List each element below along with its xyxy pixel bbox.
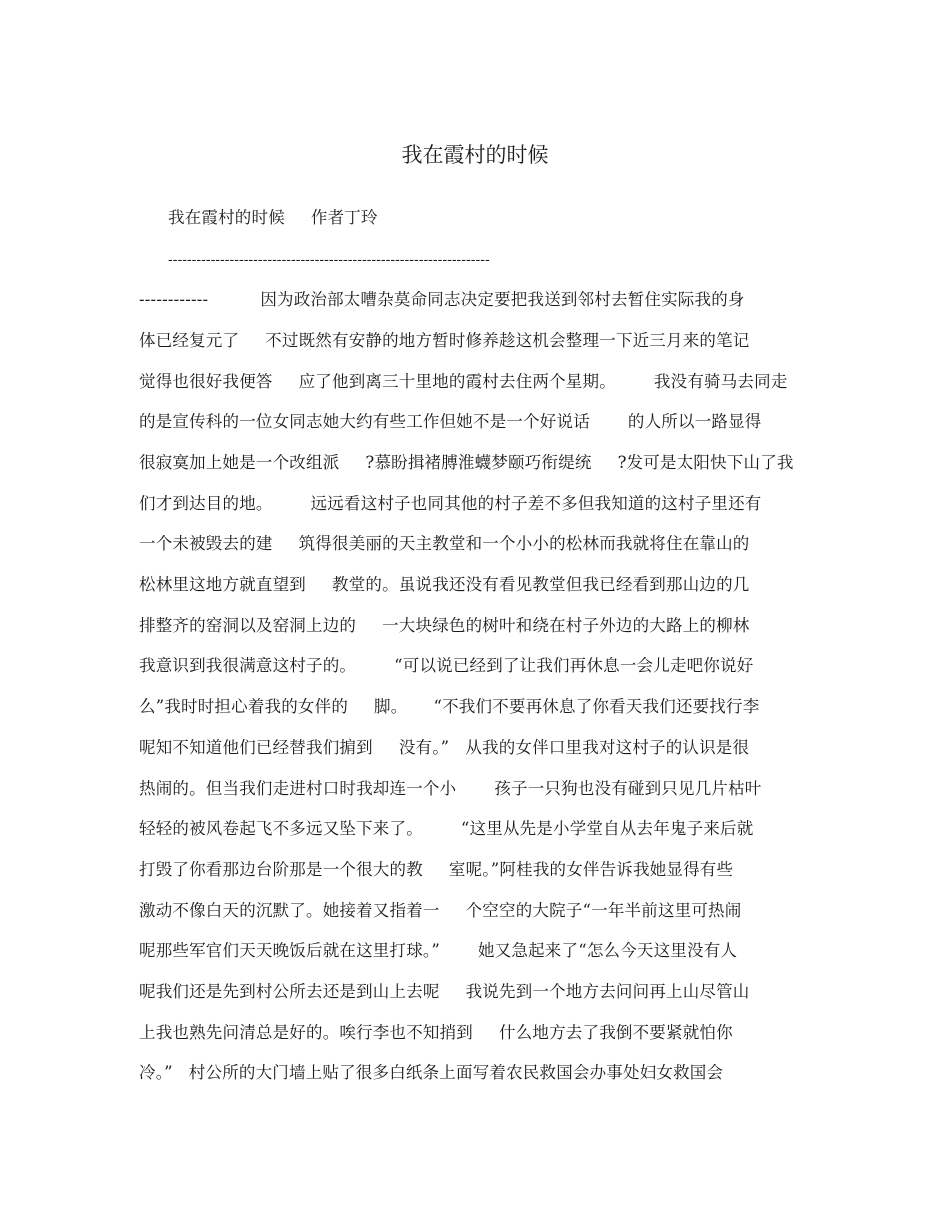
text-segment: “可以说已经到了让我们再休息一会儿走吧你说好 xyxy=(394,656,754,675)
text-segment: 呢我们还是先到村公所去还是到山上去呢 xyxy=(139,982,440,1001)
text-segment: ------------ xyxy=(139,290,209,309)
text-segment: 没有。” xyxy=(398,738,450,757)
text-segment: 打毁了你看那边台阶那是一个很大的教 xyxy=(139,860,423,879)
text-segment: 远远看这村子也同其他的村子差不多但我知道的这村子里还有 xyxy=(310,494,762,513)
text-segment: 体已经复元了 xyxy=(139,331,240,350)
body-line-18 xyxy=(139,981,750,1003)
text-segment: 呢知不知道他们已经替我们掮到 xyxy=(139,738,373,757)
text-segment: 的人所以一路显得 xyxy=(627,412,762,431)
body-line-8 xyxy=(139,574,750,596)
text-segment: 的是宣传科的一位女同志她大约有些工作但她不是一个好说话 xyxy=(139,412,590,431)
text-segment: 很寂寞加上她是一个改组派 xyxy=(139,453,340,472)
body-line-11 xyxy=(139,696,759,718)
text-segment: 应了他到离三十里地的霞村去住两个星期。 xyxy=(298,372,616,391)
text-segment: 筑得很美丽的天主教堂和一个小小的松林而我就将住在靠山的 xyxy=(298,534,750,553)
text-segment: 教堂的。虽说我还没有看见教堂但我已经看到那山边的几 xyxy=(332,575,750,594)
text-segment: 我说先到一个地方去问问再上山尽管山 xyxy=(465,982,750,1001)
text-segment: 觉得也很好我便答 xyxy=(139,372,273,391)
body-line-1 xyxy=(139,289,745,311)
body-line-10 xyxy=(139,655,753,677)
text-segment: 室呢。”阿桂我的女伴告诉我她显得有些 xyxy=(448,860,734,879)
text-segment: 上我也熟先问清总是好的。唉行李也不知捎到 xyxy=(139,1023,473,1042)
body-line-3 xyxy=(139,371,788,393)
body-line-7 xyxy=(139,533,750,555)
text-segment: 个空空的大院子“一年半前这里可热闹 xyxy=(465,901,742,920)
text-segment: 一大块绿色的树叶和绕在村子外边的大路上的柳林 xyxy=(382,616,750,635)
text-segment: 呢那些军官们天天晚饭后就在这里打球。” xyxy=(139,941,440,960)
body-line-17 xyxy=(139,940,737,962)
text-segment: 因为政治部太嘈杂莫命同志决定要把我送到邻村去暂住实际我的身 xyxy=(260,290,745,309)
text-segment: 激动不像白天的沉默了。她接着又指着一 xyxy=(139,901,440,920)
text-segment: 她又急起来了“怎么今天这里没有人 xyxy=(478,941,738,960)
text-segment: 村公所的大门墙上贴了很多白纸条上面写着农民救国会办事处妇女救国会 xyxy=(188,1063,724,1082)
body-line-16 xyxy=(139,900,741,922)
body-line-14 xyxy=(139,818,753,840)
text-segment: 什么地方去了我倒不要紧就怕你 xyxy=(499,1023,733,1042)
body-line-13 xyxy=(139,778,762,800)
byline xyxy=(168,207,378,229)
text-segment: 孩子一只狗也没有碰到只见几片枯叶 xyxy=(494,779,762,798)
text-segment: 我没有骑马去同走 xyxy=(653,372,788,391)
body-line-9 xyxy=(139,615,750,637)
text-segment: “不我们不要再休息了你看天我们还要找行李 xyxy=(433,697,760,716)
text-segment: 松林里这地方就直望到 xyxy=(139,575,306,594)
byline-author: 作者丁玲 xyxy=(310,208,378,227)
text-segment: 冷。” xyxy=(139,1063,173,1082)
text-segment: ?慕盼揖褚膊淮蠛梦颐巧衔缇统 xyxy=(365,453,592,472)
text-segment: 么”我时时担心着我的女伴的 xyxy=(139,697,349,716)
body-line-19 xyxy=(139,1022,733,1044)
text-segment: 们才到达目的地。 xyxy=(139,494,273,513)
body-line-12 xyxy=(139,737,749,759)
body-line-6 xyxy=(139,493,762,515)
text-segment: 脚。 xyxy=(374,697,408,716)
separator-line: -------------------------------------------------------------------- xyxy=(168,252,490,268)
body-line-4 xyxy=(139,411,762,433)
byline-name: 我在霞村的时候 xyxy=(168,208,285,227)
text-segment: 热闹的。但当我们走进村口时我却连一个小 xyxy=(139,779,457,798)
text-segment: 排整齐的窑洞以及窑洞上边的 xyxy=(139,616,357,635)
text-segment: 从我的女伴口里我对这村子的认识是很 xyxy=(465,738,750,757)
text-segment: ?发可是太阳快下山了我 xyxy=(617,453,794,472)
body-line-15 xyxy=(139,859,733,881)
text-segment: 我意识到我很满意这村子的。 xyxy=(139,656,357,675)
text-segment: “这里从先是小学堂自从去年鬼子来后就 xyxy=(460,819,754,838)
body-line-5 xyxy=(139,452,794,474)
body-line-20 xyxy=(139,1062,723,1084)
text-segment: 不过既然有安静的地方暂时修养趁这机会整理一下近三月来的笔记 xyxy=(265,331,750,350)
body-line-2 xyxy=(139,330,750,352)
text-segment: 一个未被毁去的建 xyxy=(139,534,273,553)
text-segment: 轻轻的被风卷起飞不多远又坠下来了。 xyxy=(139,819,423,838)
document-title: 我在霞村的时候 xyxy=(401,143,549,167)
